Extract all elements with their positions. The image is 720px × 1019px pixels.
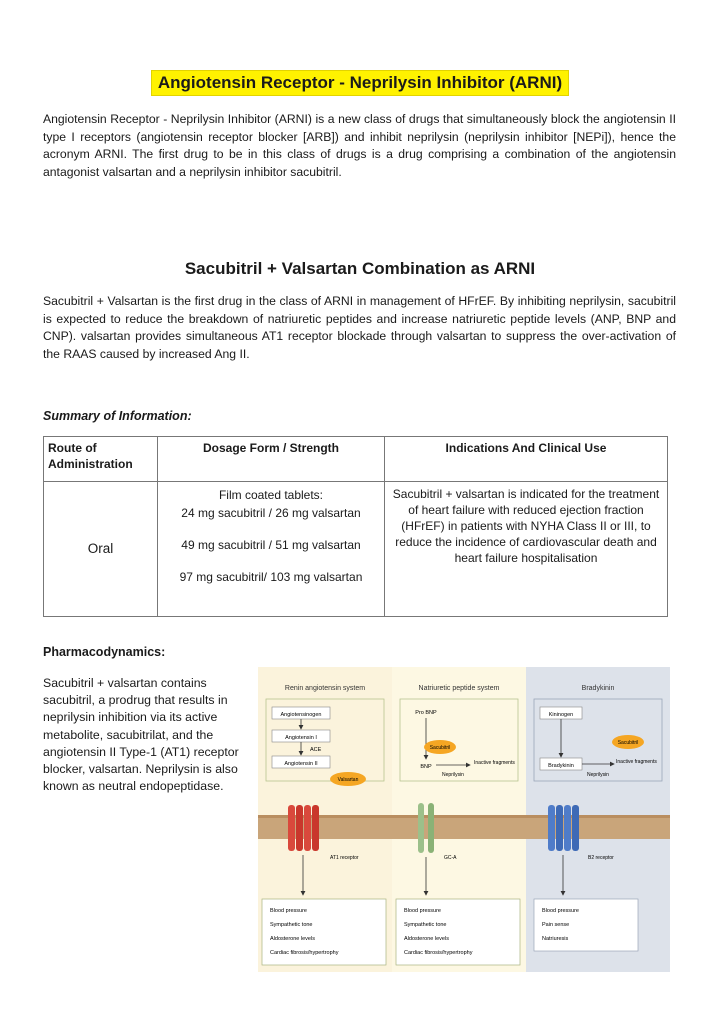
section-title: Sacubitril + Valsartan Combination as ARNI bbox=[184, 259, 536, 278]
ras-effect-1: Blood pressure bbox=[270, 908, 307, 914]
dosage-form: Film coated tablets: bbox=[218, 488, 324, 502]
intro-paragraph: Angiotensin Receptor - Neprilysin Inhibitor (ARNI) is a new class of drugs that simultaneously block the angiotensin II type I receptors (angiotensin receptor blocker [ARB]) and inhibit neprilysin (neprilysin inhibitor [NEPi]), hence the acronym ARNI. The first drug to be in this class of drugs is a drug comprising a combination of the angiotensin antagonist valsartan and a neprilysin inhibitor sacubitril. bbox=[43, 112, 676, 179]
node-angiotensin-1-label: Angiotensin I bbox=[285, 735, 317, 741]
ace-label: ACE bbox=[310, 747, 322, 753]
b2-receptor-label: B2 receptor bbox=[588, 855, 614, 861]
node-angiotensin-2-label: Angiotensin II bbox=[284, 761, 318, 767]
nps-effect-3: Aldosterone levels bbox=[404, 936, 449, 942]
ras-effect-3: Aldosterone levels bbox=[270, 936, 315, 942]
node-bradykinin-label: Bradykinin bbox=[548, 763, 574, 769]
strength-3: 97 mg sacubitril/ 103 mg valsartan bbox=[179, 570, 363, 584]
ras-effect-4: Cardiac fibrosis/hypertrophy bbox=[270, 950, 339, 956]
panel-title-nps: Natriuretic peptide system bbox=[418, 685, 500, 692]
panel-title-ras: Renin angiotensin system bbox=[284, 685, 366, 692]
brady-effect-2: Pain sense bbox=[542, 922, 570, 928]
header-indications: Indications And Clinical Use bbox=[385, 437, 668, 482]
panel-title-brady: Bradykinin bbox=[581, 685, 615, 692]
at1-receptor-label: AT1 receptor bbox=[330, 855, 359, 861]
strength-2: 49 mg sacubitril / 51 mg valsartan bbox=[181, 538, 361, 552]
sacubitril-label-nps: Sacubitril bbox=[429, 745, 451, 751]
summary-heading: Summary of Information: bbox=[43, 409, 192, 423]
node-bnp-label: BNP bbox=[420, 764, 432, 770]
nps-effect-1: Blood pressure bbox=[404, 908, 441, 914]
cell-route: Oral bbox=[44, 482, 158, 617]
cell-dosage bbox=[158, 482, 385, 617]
gca-receptor-label: GC-A bbox=[444, 855, 457, 861]
brady-product-label: Inactive fragments bbox=[616, 759, 657, 765]
strength-1: 24 mg sacubitril / 26 mg valsartan bbox=[181, 506, 361, 520]
nps-effect-2: Sympathetic tone bbox=[404, 922, 447, 928]
valsartan-label: Valsartan bbox=[337, 777, 359, 783]
node-probnp-label: Pro BNP bbox=[415, 710, 437, 716]
title-wrap bbox=[0, 70, 720, 96]
table-row bbox=[44, 482, 668, 617]
pharmacodynamics-paragraph: Sacubitril + valsartan contains sacubitril, a prodrug that results in neprilysin inhibition via its active metabolite, sacubitrilat, and the angiotensin II Type-1 (AT1) receptor blocker, valsartan. Neprilysin is also known as neutral endopeptidase. bbox=[43, 676, 239, 794]
sacubitril-label-brady: Sacubitril bbox=[617, 740, 639, 746]
node-kininogen-label: Kininogen bbox=[548, 712, 574, 718]
nps-product-label: Inactive fragments bbox=[474, 760, 515, 766]
nps-effect-4: Cardiac fibrosis/hypertrophy bbox=[404, 950, 473, 956]
ras-effect-2: Sympathetic tone bbox=[270, 922, 313, 928]
cell-membrane bbox=[258, 817, 670, 839]
header-dosage: Dosage Form / Strength bbox=[158, 437, 385, 482]
cell-indications: Sacubitril + valsartan is indicated for the treatment of heart failure with reduced ejection fraction (HFrEF) in patients with NYHA Class II or III, to reduce the incidence of cardiovascular death and heart failure hospitalisation bbox=[385, 482, 668, 617]
summary-table bbox=[43, 436, 668, 617]
page-title: Angiotensin Receptor - Neprilysin Inhibitor (ARNI) bbox=[151, 70, 569, 96]
brady-effect-1: Blood pressure bbox=[542, 908, 579, 914]
brady-enzyme-label: Neprilysin bbox=[587, 772, 609, 778]
section-paragraph: Sacubitril + Valsartan is the first drug in the class of ARNI in management of HFrEF. By inhibiting neprilysin, sacubitril is expected to reduce the breakdown of natriuretic peptides and increase natriuretic peptide levels (ANP, BNP and CNP). valsartan provides simultaneous AT1 receptor blockade through valsartan to suppress the over-activation of the RAAS caused by increased Ang II. bbox=[43, 294, 676, 361]
pharmacodynamics-heading: Pharmacodynamics: bbox=[43, 645, 166, 659]
header-route: Route of Administration bbox=[44, 437, 158, 482]
table-header-row bbox=[44, 437, 668, 482]
mechanism-diagram bbox=[258, 667, 670, 972]
brady-effect-3: Natriuresis bbox=[542, 936, 569, 942]
node-angiotensinogen-label: Angiotensinogen bbox=[280, 712, 322, 718]
nps-enzyme-label: Neprilysin bbox=[442, 772, 464, 778]
